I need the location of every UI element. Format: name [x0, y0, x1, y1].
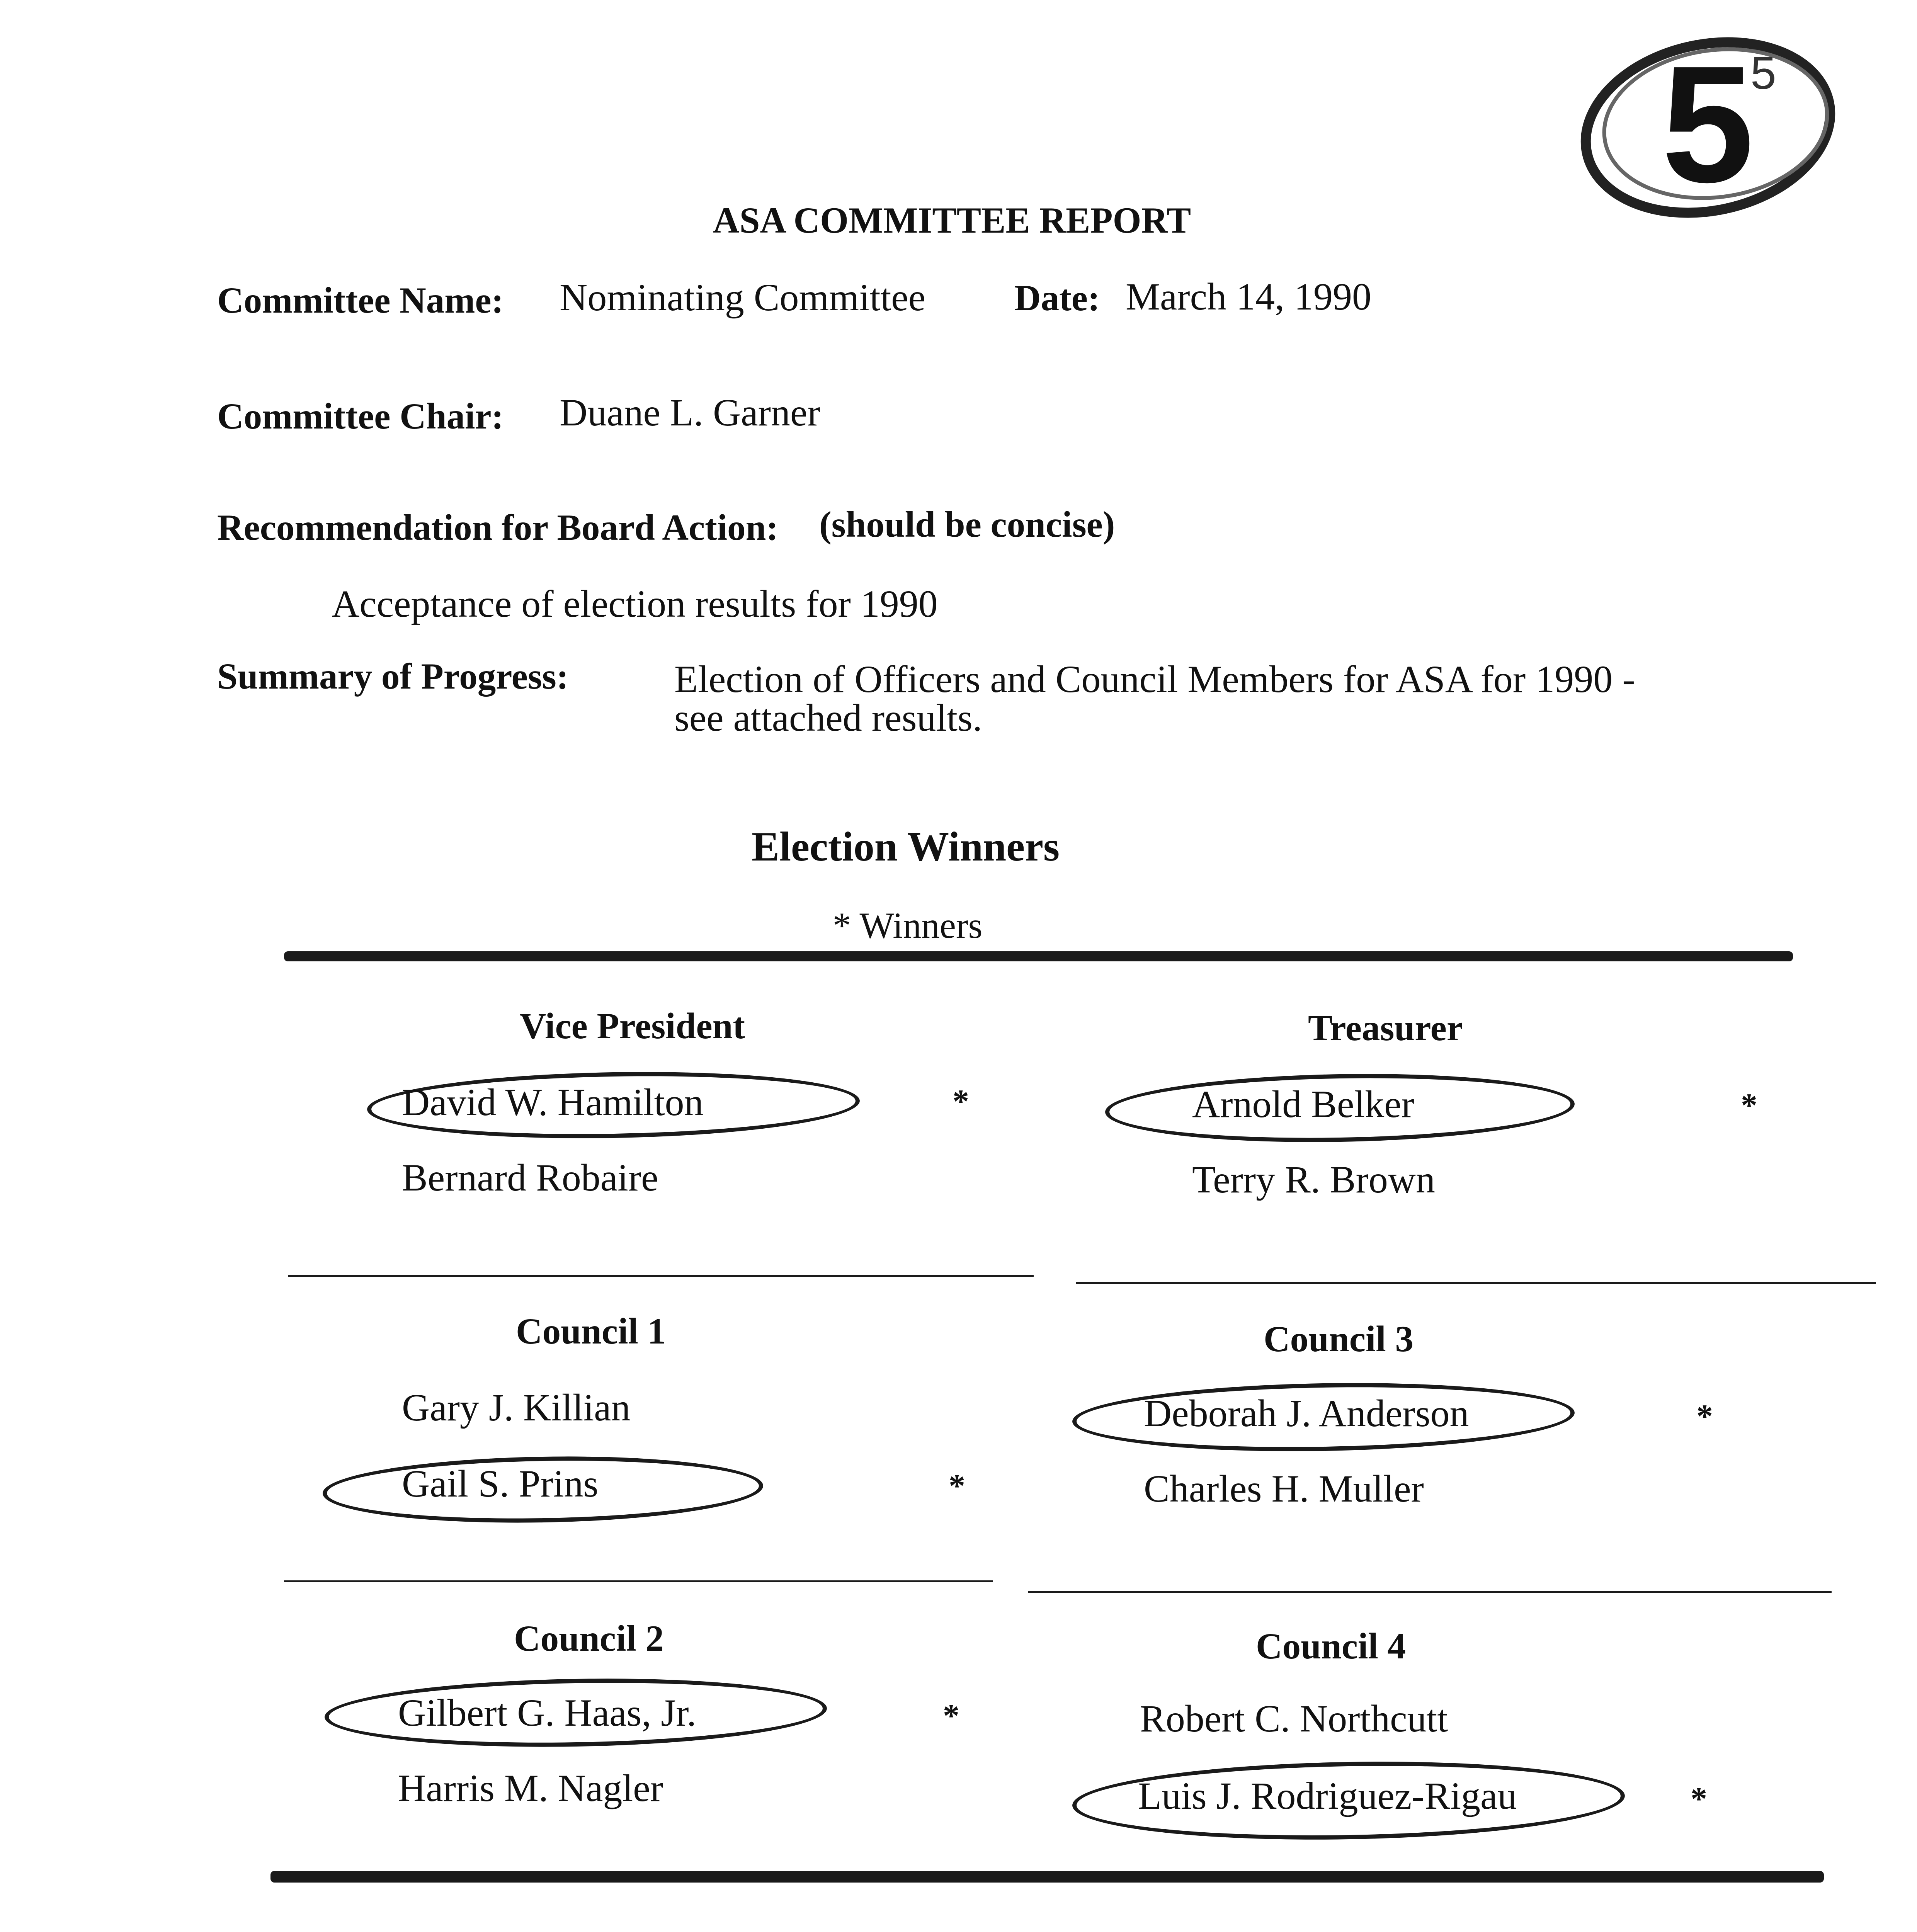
winner-star: *	[1691, 1780, 1707, 1817]
candidate-bernard-robaire: Bernard Robaire	[402, 1156, 658, 1199]
date-label: Date:	[1014, 277, 1100, 318]
recommendation-hint: (should be concise)	[819, 504, 1115, 545]
candidate-robert-northcutt: Robert C. Northcutt	[1140, 1697, 1448, 1740]
divider	[1028, 1591, 1832, 1593]
office-council-4: Council 4	[1256, 1626, 1406, 1667]
page-number: 5	[1662, 32, 1754, 217]
recommendation-value: Acceptance of election results for 1990	[332, 582, 938, 625]
divider	[1076, 1282, 1876, 1284]
winner-star: *	[953, 1083, 969, 1120]
date-value: March 14, 1990	[1126, 275, 1371, 318]
summary-label: Summary of Progress:	[217, 656, 569, 697]
recommendation-label: Recommendation for Board Action:	[217, 507, 779, 548]
committee-name-label: Committee Name:	[217, 280, 504, 321]
candidate-harris-nagler: Harris M. Nagler	[398, 1767, 663, 1810]
office-council-3: Council 3	[1264, 1318, 1414, 1359]
divider	[284, 1580, 993, 1582]
winner-star: *	[949, 1467, 965, 1504]
committee-chair-label: Committee Chair:	[217, 396, 504, 437]
office-council-1: Council 1	[516, 1311, 666, 1352]
candidate-arnold-belker: Arnold Belker	[1192, 1083, 1414, 1126]
divider	[288, 1275, 1034, 1277]
summary-line-1: Election of Officers and Council Members for ASA for 1990 -	[674, 658, 1635, 701]
candidate-gilbert-haas: Gilbert G. Haas, Jr.	[398, 1691, 697, 1734]
winner-star: *	[1741, 1087, 1757, 1124]
committee-chair-value: Duane L. Garner	[560, 391, 820, 434]
winners-legend: * Winners	[833, 905, 983, 946]
winner-star: *	[1696, 1398, 1713, 1435]
election-title: Election Winners	[752, 824, 1060, 870]
candidate-gary-killian: Gary J. Killian	[402, 1386, 631, 1429]
top-heavy-rule	[284, 951, 1793, 961]
page-number-small: 5	[1750, 47, 1776, 99]
office-council-2: Council 2	[514, 1618, 664, 1659]
bottom-heavy-rule	[270, 1871, 1824, 1883]
committee-name-value: Nominating Committee	[560, 276, 926, 319]
candidate-luis-rodriguez-rigau: Luis J. Rodriguez-Rigau	[1138, 1774, 1517, 1817]
candidate-charles-muller: Charles H. Muller	[1144, 1467, 1424, 1510]
summary-line-2: see attached results.	[674, 696, 982, 739]
page-title: ASA COMMITTEE REPORT	[713, 200, 1191, 241]
candidate-deborah-anderson: Deborah J. Anderson	[1144, 1392, 1469, 1435]
candidate-gail-prins: Gail S. Prins	[402, 1462, 599, 1505]
candidate-david-hamilton: David W. Hamilton	[402, 1081, 704, 1124]
office-vice-president: Vice President	[520, 1005, 745, 1046]
winner-star: *	[943, 1697, 959, 1734]
candidate-terry-brown: Terry R. Brown	[1192, 1158, 1436, 1201]
office-treasurer: Treasurer	[1308, 1007, 1463, 1048]
